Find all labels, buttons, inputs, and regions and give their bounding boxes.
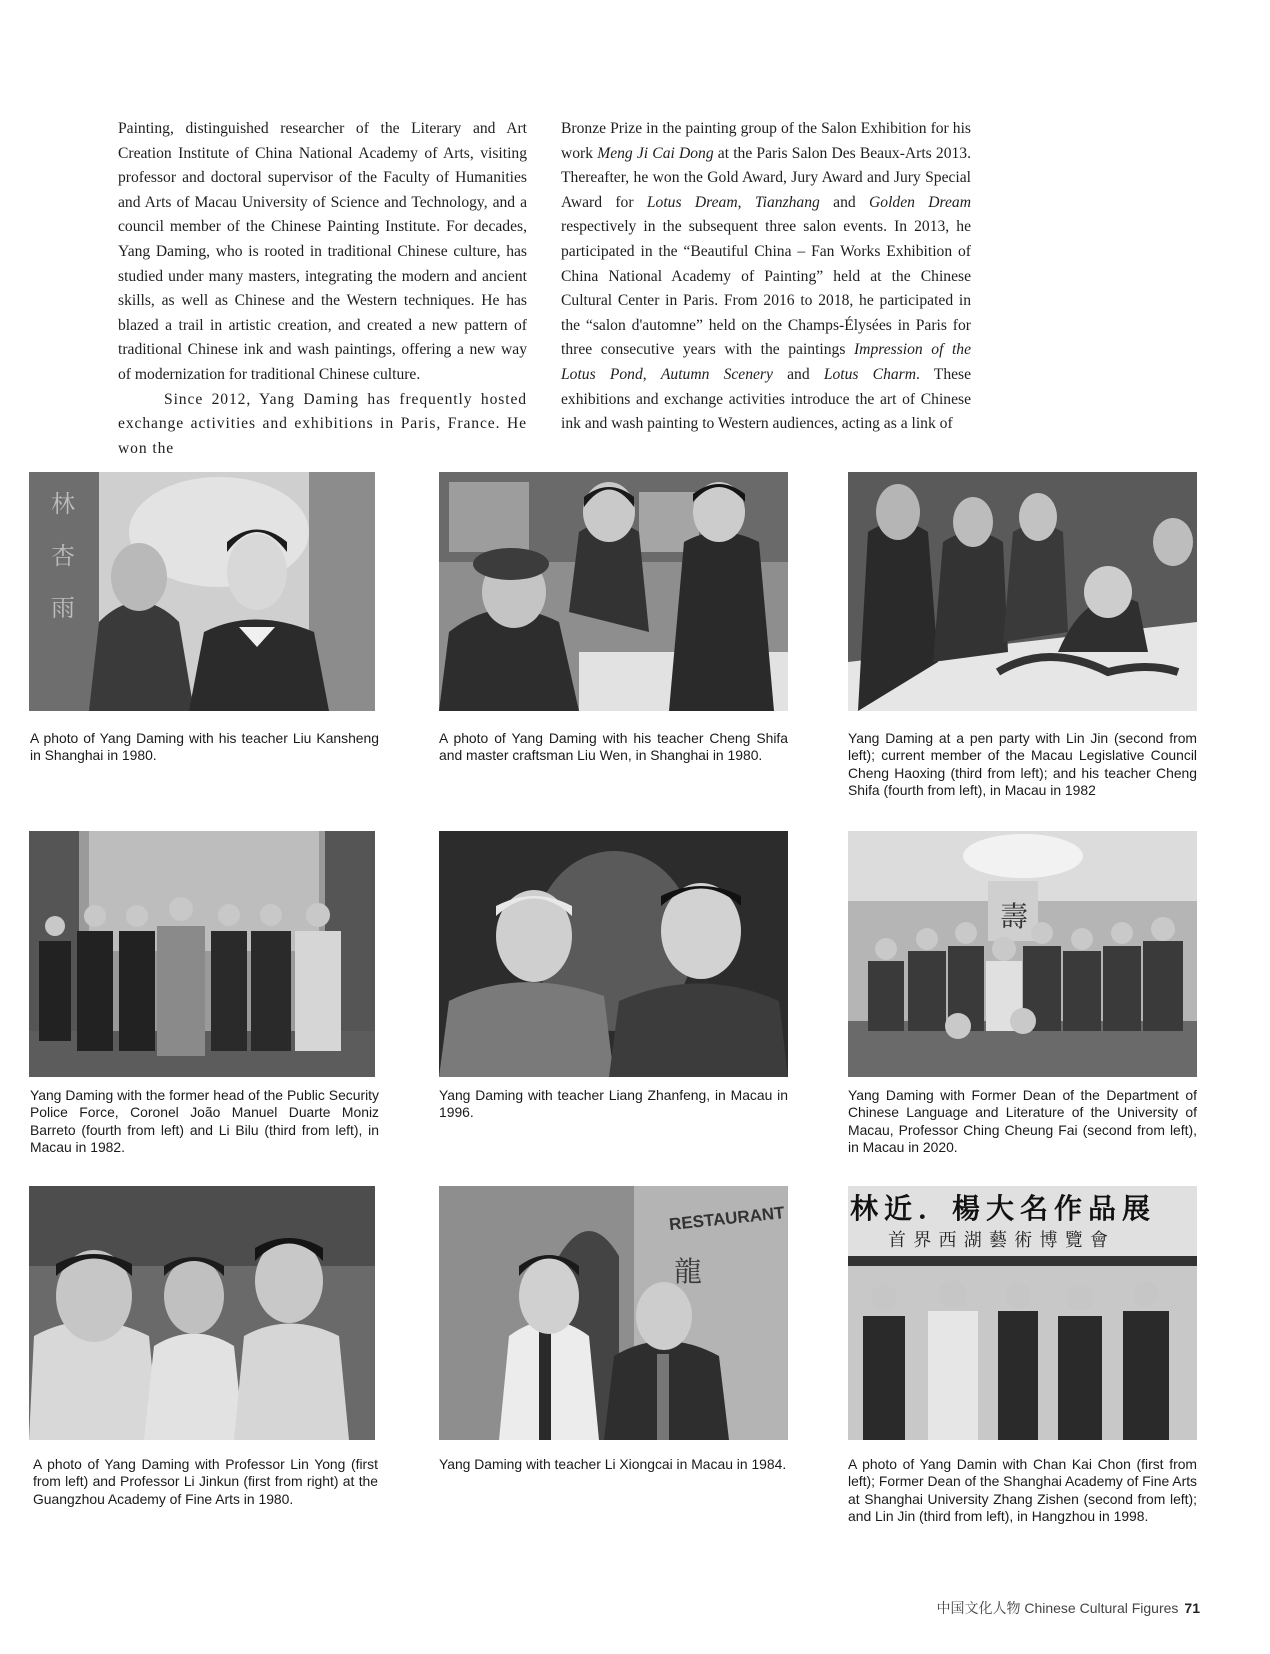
photo-pen-party-macau — [848, 472, 1197, 711]
svg-text:杏: 杏 — [51, 542, 75, 570]
photo-caption: Yang Daming with Former Dean of the Department of Chinese Language and Literature of the University of Macau, Professor Ching Cheung Fai (second from left), in Macau in 2020. — [848, 1087, 1197, 1156]
text-run: , — [737, 193, 755, 211]
publication-name: 中国文化人物 Chinese Cultural Figures — [936, 1600, 1179, 1616]
svg-text:雨: 雨 — [51, 594, 75, 622]
artwork-title: Lotus Charm — [823, 365, 916, 383]
photo-caption: A photo of Yang Daming with Professor Lin Yong (first from left) and Professor Li Jinkun (first from right) at the Guangzhou Academy of Fine Arts in 1980. — [33, 1456, 378, 1507]
artwork-title: Tianzhang — [754, 193, 820, 211]
paragraph: Since 2012, Yang Daming has frequently hosted exchange activities and exhibitions in Paris, France. He won the — [118, 390, 527, 457]
page-footer — [880, 1598, 1200, 1618]
paragraph: Painting, distinguished researcher of the Literary and Art Creation Institute of China National Academy of Arts, visiting professor and doctoral supervisor of the Faculty of Humanities and Arts of Macau University of Science and Technology, and a council member of the Chinese Painting Institute. For decades, Yang Daming, who is rooted in traditional Chinese culture, has studied under many masters, integrating the modern and ancient skills, as well as Chinese and the Western techniques. He has blazed a trail in artistic creation, and created a new pattern of traditional Chinese ink and wash paintings, offering a new way of modernization for traditional Chinese culture. — [118, 120, 527, 383]
photo-caption: Yang Daming with teacher Liang Zhanfeng, in Macau in 1996. — [439, 1087, 788, 1121]
artwork-title: Golden Dream — [869, 193, 971, 211]
photo-caption: Yang Daming at a pen party with Lin Jin (second from left); current member of the Macau Legislative Council Cheng Haoxing (third from left); and his teacher Cheng Shifa (fourth from left), in Macau in 1982 — [848, 730, 1197, 799]
photo-caption: A photo of Yang Daming with his teacher Cheng Shifa and master craftsman Liu Wen, in Shanghai in 1980. — [439, 730, 788, 764]
text-run: at the Paris Salon Des Beaux-Arts 2013. Thereafter, he won the Gold Award, Jury Award and Jury Special Award for — [561, 144, 971, 211]
artwork-title: Impression of the Lotus Pond — [561, 341, 972, 383]
photo-caption: A photo of Yang Damin with Chan Kai Chon (first from left); Former Dean of the Shanghai Academy of Fine Arts at Shanghai University Zhang Zishen (second from left); and Lin Jin (third from left), in Hangzhou in 1998. — [848, 1456, 1197, 1525]
photo-lin-yong-li-jinkun — [29, 1186, 375, 1440]
article-column-left — [118, 117, 527, 461]
photo-caption: A photo of Yang Daming with his teacher Liu Kansheng in Shanghai in 1980. — [30, 730, 379, 764]
exhibition-banner-title: 林近．楊大名作品展 — [850, 1192, 1150, 1225]
photo-police-force-macau — [29, 831, 375, 1077]
photo-caption: Yang Daming with the former head of the Public Security Police Force, Coronel João Manuel Duarte Moniz Barreto (fourth from left) and Li Bilu (third from left), in Macau in 1982. — [30, 1087, 379, 1156]
svg-text:壽: 壽 — [1000, 900, 1029, 933]
paragraph — [561, 117, 971, 437]
text-run: and — [819, 193, 870, 211]
artwork-title: Lotus Dream — [646, 193, 738, 211]
page-number: 71 — [1184, 1600, 1200, 1616]
photo-liu-kansheng — [29, 472, 375, 711]
artwork-title: Meng Ji Cai Dong — [597, 144, 714, 162]
text-run: and — [772, 365, 824, 383]
photo-ching-cheung-fai — [848, 831, 1197, 1077]
artwork-title: Autumn Scenery — [660, 365, 773, 383]
svg-text:龍: 龍 — [674, 1255, 703, 1288]
photo-li-xiongcai — [439, 1186, 788, 1440]
photo-liang-zhanfeng — [439, 831, 788, 1077]
photo-cheng-shifa-liu-wen — [439, 472, 788, 711]
text-run: . These exhibitions and exchange activities introduce the art of Chinese ink and wash painting to Western audiences, acting as a link of — [561, 365, 972, 433]
text-run: Bronze Prize in the painting group of the Salon Exhibition for his work — [561, 120, 971, 162]
photo-hangzhou-exhibition — [848, 1186, 1197, 1440]
scroll-calligraphy: 林 — [51, 490, 75, 518]
exhibition-banner-subtitle: 首界西湖藝術博覽會 — [888, 1230, 1108, 1251]
article-column-right — [561, 117, 971, 437]
text-run: respectively in the subsequent three salon events. In 2013, he participated in the “Beautiful China – Fan Works Exhibition of China National Academy of Painting” held at the Chinese Cultural Center in Paris. From 2016 to 2018, he participated in the “salon d'automne” held on the Champs-Élysées in Paris for three consecutive years with the paintings — [561, 218, 971, 359]
text-run: , — [642, 365, 661, 383]
scene-text-restaurant: RESTAURANT — [668, 1203, 786, 1235]
photo-caption: Yang Daming with teacher Li Xiongcai in Macau in 1984. — [439, 1456, 787, 1472]
